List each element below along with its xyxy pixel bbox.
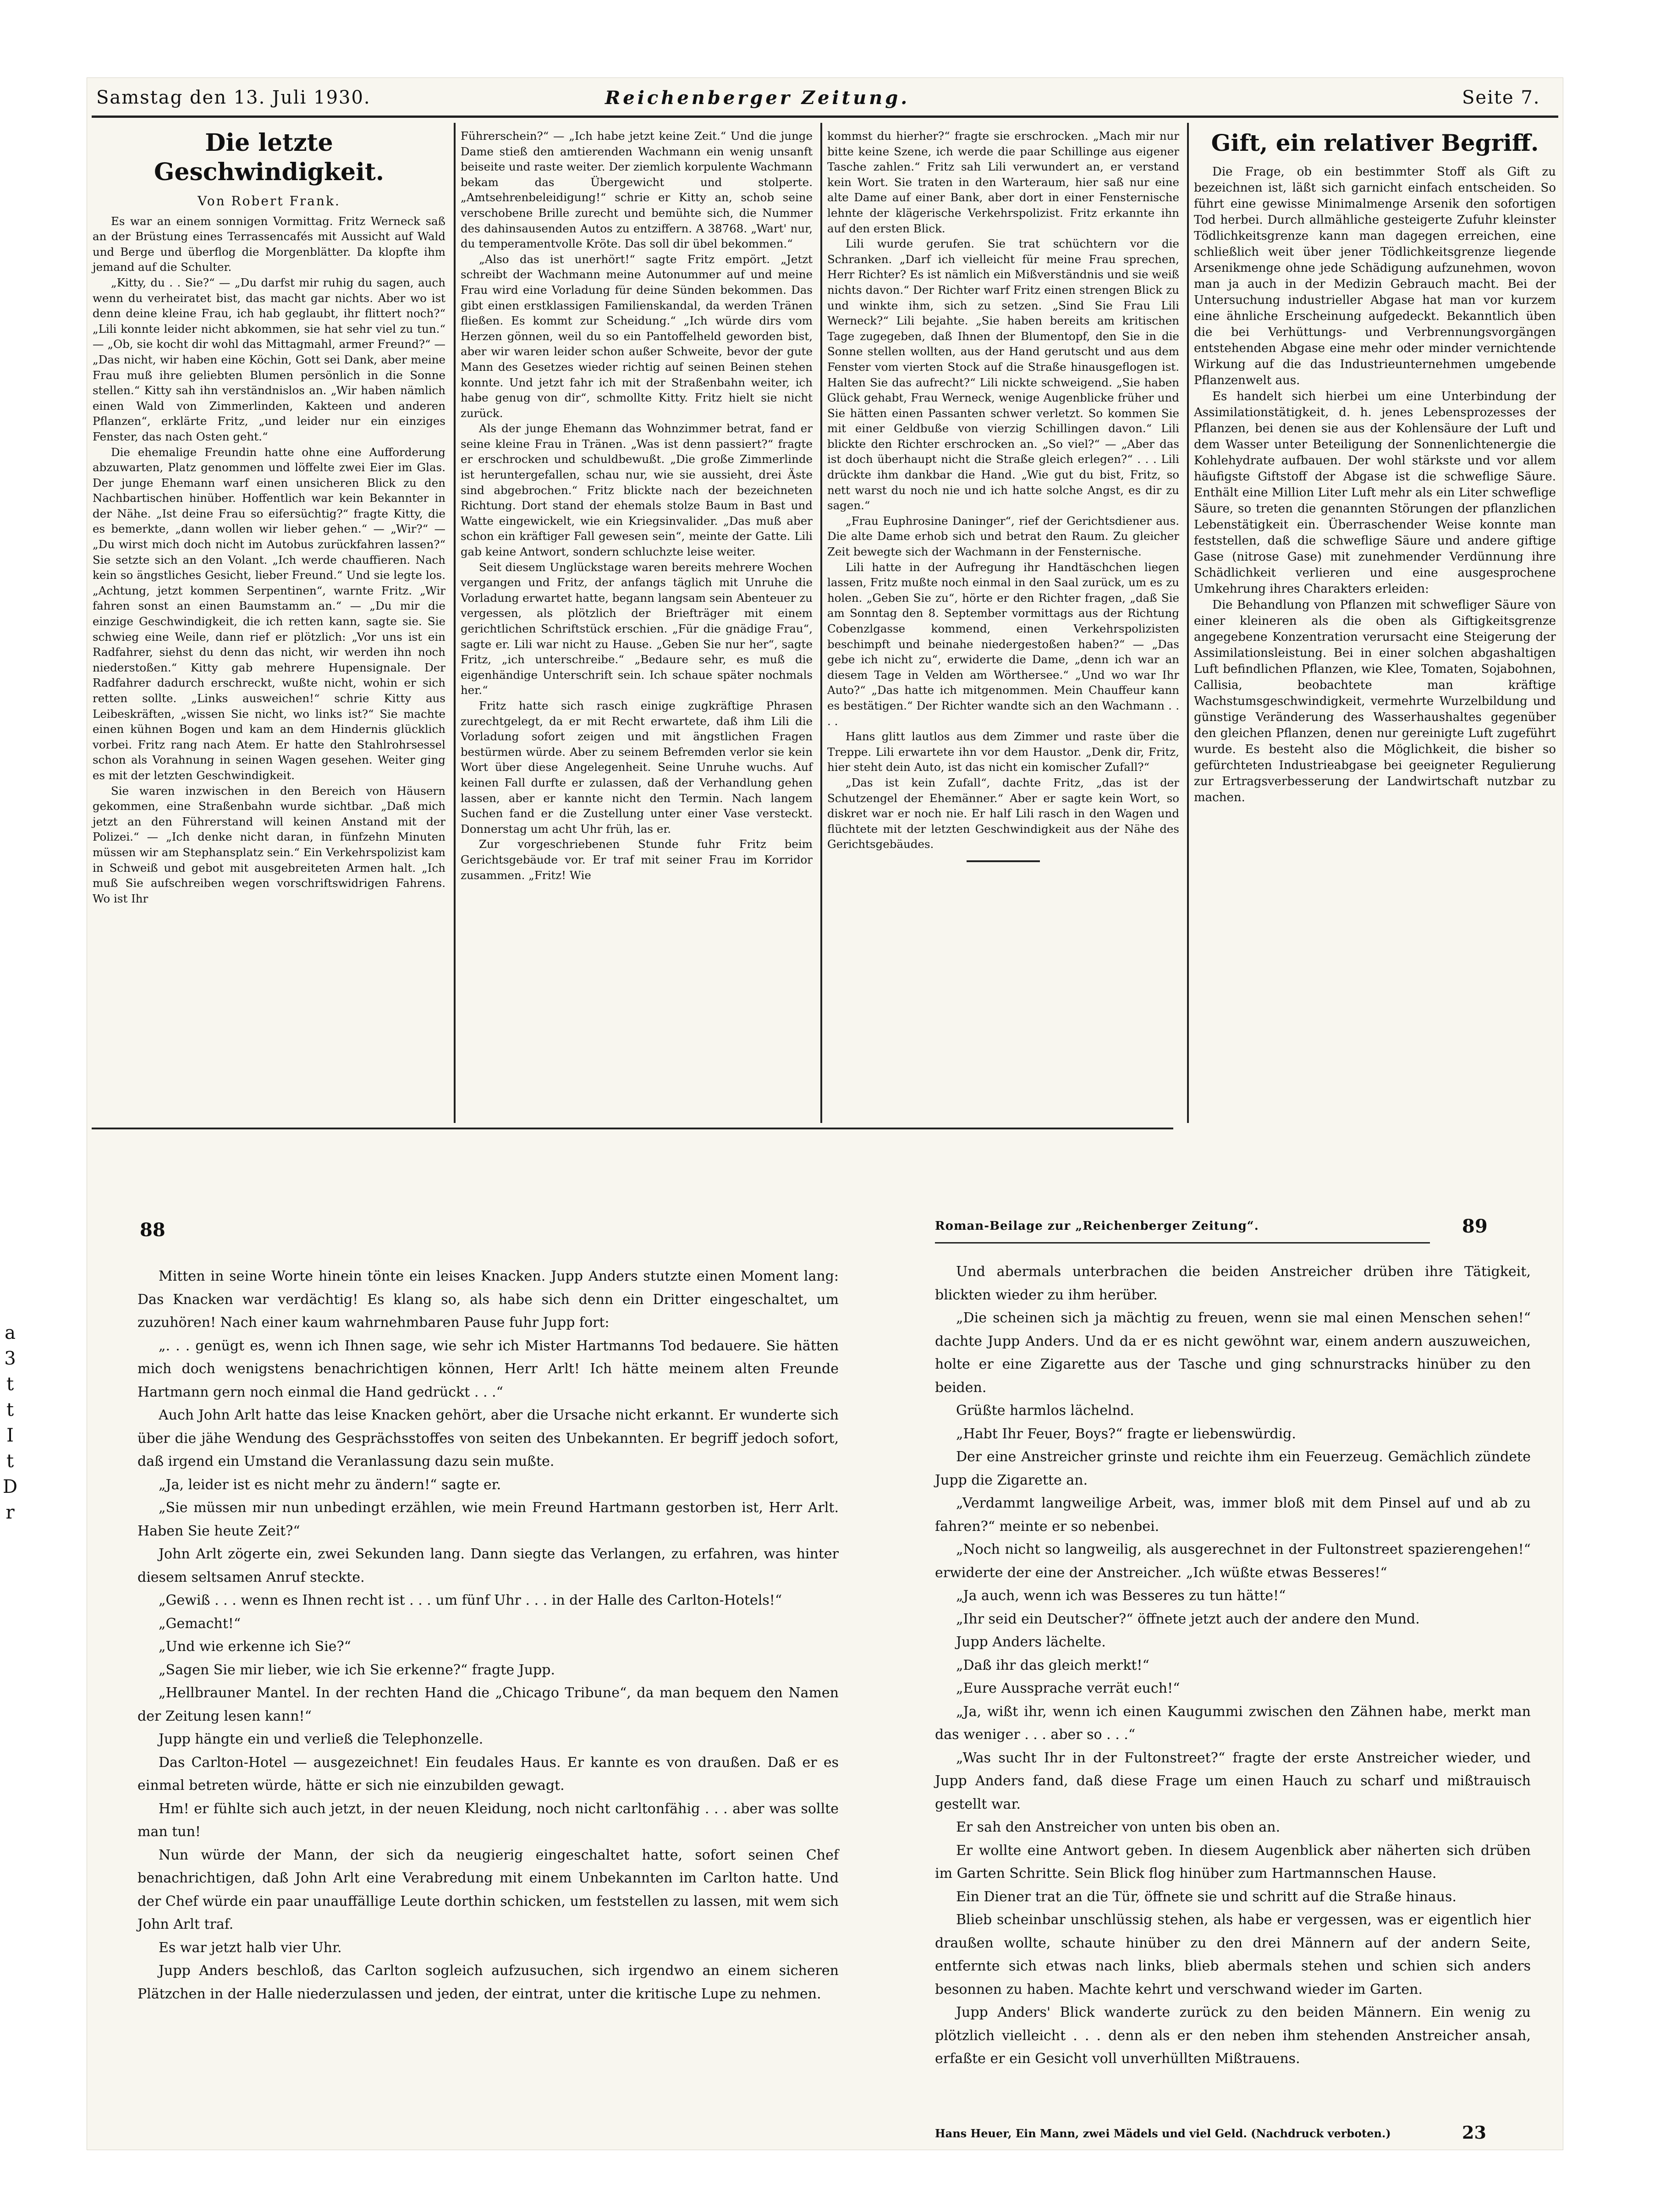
serial-paragraph: „Noch nicht so langweilig, als ausgerechnet in der Fultonstreet spazierengehen!“ erwiderte der eine der Anstreicher. „Ich wüßte etwas Besseres!“ — [935, 1541, 1531, 1581]
serial-paragraph: Jupp hängte ein und verließ die Telephonzelle. — [159, 1731, 484, 1747]
serial-paragraph: „Verdammt langweilige Arbeit, was, immer bloß mit dem Pinsel auf und ab zu fahren?“ meinte er so nebenbei. — [935, 1495, 1531, 1535]
story-paragraph: Sie waren inzwischen in den Bereich von Häusern gekommen, eine Straßenbahn wurde sichtbar. „Daß mich jetzt an den Führerstand will keinen Anstand mit der Polizei.“ — „Ich denke nicht daran, in fünfzehn Minuten müssen wir am Stephansplatz sein.“ Ein Verkehrspolizist kam in Schweiß und gebot mit ausgebreiteten Armen halt. „Ich muß Sie aufschreiben wegen vorschriftswidrigen Fahrens. Wo ist Ihr — [93, 784, 445, 905]
serial-left-column — [137, 1265, 839, 2006]
serial-paragraph: Jupp Anders lächelte. — [956, 1634, 1106, 1650]
story-paragraph: Führerschein?“ — „Ich habe jetzt keine Zeit.“ Und die junge Dame stieß den amtierenden Wachmann ein wenig unsanft beiseite und raste weiter. Der ziemlich korpulente Wachmann bekam das Übergewicht und stolperte. „Amtsehrenbeleidigung!“ schrie er Kitty an, schob seine verschobene Brille zurecht und bemühte sich, die Nummer des dahinsausenden Autos zu entziffern. A 38768. „Wart' nur, du temperamentvolle Kröte. Das soll dir übel bekommen.“ — [461, 129, 813, 251]
story-column-2 — [461, 128, 813, 883]
story-paragraph: Lili hatte in der Aufregung ihr Handtäschchen liegen lassen, Fritz mußte noch einmal in den Saal zurück, um es zu holen. „Geben Sie zu“, hörte er den Richter fragen, „daß Sie am Sonntag den 8. September vormittags aus der Richtung Cobenzlgasse kommend, einen Verkehrspolizisten beschimpft und beinahe niedergestoßen haben?“ — „Das gebe ich nicht zu“, erwiderte die Dame, „denn ich war an diesem Tage in Velden am Wörthersee.“ „Und wo war Ihr Auto?“ „Das hatte ich mitgenommen. Mein Chauffeur kann es bestätigen.“ Der Richter wandte sich an den Wachmann . . . . — [827, 560, 1179, 728]
serial-paragraph: Jupp Anders' Blick wanderte zurück zu den beiden Männern. Ein wenig zu plötzlich vielleicht . . . denn als er den neben ihm stehenden Anstreicher ansah, erfaßte er ein Gesicht voll unverhüllten Mißtrauens. — [935, 2004, 1531, 2067]
page-number: Seite 7. — [1462, 87, 1540, 108]
story-paragraph: kommst du hierher?“ fragte sie erschrocken. „Mach mir nur bitte keine Szene, ich werde die paar Schillinge aus eigener Tasche zahlen.“ Fritz sah Lili verwundert an, er verstand kein Wort. Sie traten in den Warteraum, hier saß nur eine alte Dame auf einer Bank, aber dort in einer Fensternische lehnte der klägerische Verkehrspolizist. Fritz erkannte ihn auf den ersten Blick. — [827, 129, 1179, 235]
story-paragraph: Fritz hatte sich rasch einige zugkräftige Phrasen zurechtgelegt, da er mit Recht erwartete, daß ihm Lili die Vorladung sofort zeigen und mit ängstlichen Fragen bestürmen würde. Aber zu seinem Befremden verlor sie kein Wort über diese Angelegenheit. Seine Unruhe wuchs. Auf keinen Fall durfte er zulassen, daß der Verhandlung gehen lassen, aber er kannte nicht den Termin. Nach langem Suchen fand er die Zustellung unter einer Vase versteckt. Donnerstag um acht Uhr früh, las er. — [461, 699, 813, 836]
story-paragraph: „Das ist kein Zufall“, dachte Fritz, „das ist der Schutzengel der Ehemänner.“ Aber er sagte kein Wort, so diskret war er noch nie. Er half Lili rasch in den Wagen und flüchtete mit der letzten Geschwindigkeit aus der Nähe des Gerichtsgebäudes. — [827, 776, 1179, 851]
serial-paragraph: „Ja, wißt ihr, wenn ich einen Kaugummi zwischen den Zähnen habe, merkt man das weniger . . . aber so . . .“ — [935, 1703, 1531, 1743]
story-paragraph: Zur vorgeschriebenen Stunde fuhr Fritz beim Gerichtsgebäude vor. Er traf mit seiner Frau im Korridor zusammen. „Fritz! Wie — [461, 837, 813, 882]
masthead-rule — [92, 116, 1558, 118]
left-folio: 88 — [140, 1219, 165, 1241]
serial-paragraph: „. . . genügt es, wenn ich Ihnen sage, wie sehr ich Mister Hartmanns Tod bedauere. Sie hätten mich doch wenigstens benachrichtigen können, Herr Arlt! Ich hätte meinem alten Freunde Hartmann gern noch einmal die Hand gedrückt . . .“ — [137, 1337, 839, 1400]
serial-paragraph: „Sie müssen mir nun unbedingt erzählen, wie mein Freund Hartmann gestorben ist, Herr Arlt. Haben Sie heute Zeit?“ — [137, 1500, 839, 1539]
serial-paragraph: „Sagen Sie mir lieber, wie ich Sie erkenne?“ fragte Jupp. — [159, 1662, 555, 1678]
serial-paragraph: „Habt Ihr Feuer, Boys?“ fragte er liebenswürdig. — [956, 1425, 1296, 1442]
science-paragraph: Die Frage, ob ein bestimmter Stoff als Gift zu bezeichnen ist, läßt sich garnicht einfach entscheiden. So führt eine gewisse Minimalmenge Arsenik den sofortigen Tod herbei. Durch allmähliche gesteigerte Zufuhr kleinster Tödlichkeitsgrenze kann man dagegen erreichen, eine schließlich weit über jener Tödlichkeitsgrenze liegende Arsenikmenge ohne jede Schädigung aufzunehmen, wovon man ja auch in der Medizin Gebrauch macht. Bei der Untersuchung industrieller Abgase hat man vor kurzem eine ähnliche Erscheinung aufgedeckt. Bekanntlich üben die bei Verhüttungs- und Verbrennungsvorgängen entstehenden Abgase eine mehr oder minder vernichtende Wirkung auf die das Industrieunternehmen umgebende Pflanzenwelt aus. — [1194, 165, 1556, 387]
story-paragraph: „Also das ist unerhört!“ sagte Fritz empört. „Jetzt schreibt der Wachmann meine Autonummer auf und meine Frau wird eine Vorladung für deine Sünden bekommen. Das gibt einen erstklassigen Familienskandal, da werden Tränen fließen. Es kommt zur Scheidung.“ „Ich würde dirs vom Herzen gönnen, weil du so ein Pantoffelheld geworden bist, aber wir waren leider schon außer Schweite, bevor der gute Mann des Gesetzes wieder richtig auf seinen Beinen stehen konnte. Und jetzt fahr ich mit der Straßenbahn weiter, ich habe genug von dir“, schmollte Kitty. Fritz hielt sie nicht zurück. — [461, 252, 813, 420]
science-paragraph: Es handelt sich hierbei um eine Unterbindung der Assimilationstätigkeit, d. h. jenes Lebensprozesses der Pflanzen, bei denen sie aus der Kohlensäure der Luft und dem Wasser unter Beteiligung der Sonnenlichtenergie die Kohlehydrate aufbauen. Der wohl stärkste und vor allem häufigste Giftstoff der Abgase ist die schweflige Säure. Enthält eine Million Liter Luft mehr als ein Liter schweflige Säure, so treten die genannten Störungen der pflanzlichen Lebenstätigkeit ein. Überraschender Weise konnte man feststellen, daß die schweflige Säure und andere giftige Gase (nitrose Gase) mit zunehmender Verdünnung ihre Schädlichkeit verlieren und eine ausgesprochene Umkehrung ihres Charakters erleiden: — [1194, 390, 1556, 596]
serial-paragraph: John Arlt zögerte ein, zwei Sekunden lang. Dann siegte das Verlangen, zu erfahren, was hinter diesem seltsamen Anruf steckte. — [137, 1546, 839, 1585]
story-paragraph: Als der junge Ehemann das Wohnzimmer betrat, fand er seine kleine Frau in Tränen. „Was ist denn passiert?“ fragte er erschrocken und schuldbewußt. „Die große Zimmerlinde ist heruntergefallen, schau nur, wie sie aussieht, drei Äste sind abgebrochen.“ Fritz blickte nach der bezeichneten Richtung. Dort stand der ehemals stolze Baum in Bast und Watte eingewickelt, wie ein Kriegsinvalider. „Das muß aber schon ein kräftiger Fall gewesen sein“, meinte der Gatte. Lili gab keine Antwort, sondern schluchzte leise weiter. — [461, 422, 813, 559]
serial-paragraph: „Ihr seid ein Deutscher?“ öffnete jetzt auch der andere den Mund. — [956, 1611, 1420, 1627]
serial-paragraph: „Ja, leider ist es nicht mehr zu ändern!“ sagte er. — [159, 1476, 501, 1493]
serial-paragraph: „Gewiß . . . wenn es Ihnen recht ist . . . um fünf Uhr . . . in der Halle des Carlton-Hotels!“ — [159, 1592, 782, 1608]
story-title: Die letzte Geschwindigkeit. — [154, 129, 385, 186]
story-paragraph: Die ehemalige Freundin hatte ohne eine Aufforderung abzuwarten, Platz genommen und löffelte zwei Eier im Glas. Der junge Ehemann warf einen unsicheren Blick zu den Nachbartischen hinüber. Hoffentlich war kein Bekannter in der Nähe. „Ist deine Frau so eifersüchtig?“ fragte Kitty, die es bemerkte, „dann wollen wir lieber gehen.“ — „Wir?“ — „Du wirst mich doch nicht im Autobus zurückfahren lassen?“ Sie setzte sich an den Volant. „Ich werde chauffieren. Nach kein so ängstliches Gesicht, lieber Freund.“ Und sie legte los. „Achtung, jetzt kommen Serpentinen“, warnte Fritz. „Wir fahren sonst an einen Baumstamm an.“ — „Du mir die einzige Geschwindigkeit, die ich retten kann, sagte sie. Sie schwieg eine Weile, dann rief er plötzlich: „Vor uns ist ein Radfahrer, siehst du denn das nicht, wir werden ihn noch niederstoßen.“ Kitty gab mehrere Hupensignale. Der Radfahrer dadurch erschreckt, wußte nicht, wohin er sich retten sollte. „Links ausweichen!“ schrie Kitty aus Leibeskräften, „wissen Sie nicht, wo links ist?“ Sie machte einen kühnen Bogen und kam an dem Hindernis glücklich vorbei. Fritz rang nach Atem. Er hatte den Stahlrohrsessel schon als Vorahnung in seinen Wagen gesehen. Weiter ging es mit der letzten Geschwindigkeit. — [93, 445, 445, 782]
serial-paragraph: „Und wie erkenne ich Sie?“ — [159, 1639, 351, 1655]
serial-paragraph: „Die scheinen sich ja mächtig zu freuen, wenn sie mal einen Menschen sehen!“ dachte Jupp Anders. Und da er es nicht gewöhnt war, einem andern auszuweichen, holte er eine Zigarette aus der Tasche und ging schnurstracks hinüber zu den beiden. — [935, 1310, 1531, 1396]
column-divider — [1187, 123, 1189, 1123]
serial-paragraph: Und abermals unterbrachen die beiden Anstreicher drüben ihre Tätigkeit, blickten wieder zu ihm herüber. — [935, 1264, 1531, 1303]
story-paragraph: Es war an einem sonnigen Vormittag. Fritz Werneck saß an der Brüstung eines Terrassencafés mit Aussicht auf Wald und Berge und überflog die Morgenblätter. Da klopfte ihm jemand auf die Schulter. — [93, 214, 445, 274]
serial-paragraph: Er wollte eine Antwort geben. In diesem Augenblick aber näherten sich drüben im Garten Schritte. Sein Blick flog hinüber zum Hartmannschen Hause. — [935, 1842, 1531, 1882]
serial-paragraph: Es war jetzt halb vier Uhr. — [159, 1939, 342, 1956]
serial-paragraph: Das Carlton-Hotel — ausgezeichnet! Ein feudales Haus. Er kannte es von draußen. Daß er es einmal betreten würde, hätte er sich nie einzubilden gewagt. — [137, 1754, 839, 1794]
supplement-rule — [935, 1242, 1430, 1244]
story-paragraph: „Kitty, du . . Sie?“ — „Du darfst mir ruhig du sagen, auch wenn du verheiratet bist, das macht gar nichts. Aber wo ist denn deine kleine Frau, ich hab geglaubt, ihr flittert noch?“ „Lili konnte leider nicht abkommen, sie hat sehr viel zu tun.“ — „Ob, sie kocht dir wohl das Mittagmahl, armer Freund?“ — „Das nicht, wir haben eine Köchin, Gott sei Dank, aber meine Frau muß ihre geliebten Blumen persönlich in die Sonne stellen.“ Kitty sah ihn verständnislos an. „Wir haben nämlich einen Wald von Zimmerlinden, Kakteen und anderen Pflanzen“, erklärte Fritz, „und leider nur ein einziges Fenster, das nach Osten geht.“ — [93, 275, 445, 443]
serial-paragraph: Der eine Anstreicher grinste und reichte ihm ein Feuerzeug. Gemächlich zündete Jupp die Zigarette an. — [935, 1449, 1531, 1488]
serial-paragraph: Mitten in seine Worte hinein tönte ein leises Knacken. Jupp Anders stutzte einen Moment lang: Das Knacken war verdächtig! Es klang so, als habe sich denn ein Dritter eingeschaltet, um zuzuhören! Nach einer kaum wahrnehmbaren Pause fuhr Jupp fort: — [137, 1268, 839, 1331]
serial-paragraph: Auch John Arlt hatte das leise Knacken gehört, aber die Ursache nicht erkannt. Er wunderte sich über die jähe Wendung des Gesprächsstoffes von seiten des Unbekannten. Er begriff jedoch sofort, daß irgend ein Umstand die Veranlassung dazu sein mußte. — [137, 1407, 839, 1469]
serial-paragraph: Nun würde der Mann, der sich da neugierig eingeschaltet hatte, sofort seinen Chef benachrichtigen, daß John Arlt eine Verabredung mit einem Unbekannten im Carlton hatte. Und der Chef würde ein paar unauffällige Leute dorthin schicken, um feststellen zu lassen, mit wem sich John Arlt traf. — [137, 1847, 839, 1932]
serial-paragraph: Ein Diener trat an die Tür, öffnete sie und schritt auf die Straße hinaus. — [956, 1888, 1457, 1905]
serial-paragraph: „Gemacht!“ — [159, 1615, 241, 1632]
margin-fragments: a 3 t t I t D r — [2, 1322, 18, 1523]
science-paragraph: Die Behandlung von Pflanzen mit schwefliger Säure von einer kleineren als die oben als Giftigkeitsgrenze angegebene Konzentration verursacht eine Steigerung der Assimilationsleistung. Bei in einer solchen abgashaltigen Luft befindlichen Pflanzen, wie Klee, Tomaten, Sojabohnen, Callisia, beobachtete man kräftige Wachstumsgeschwindigkeit, vermehrte Wurzelbildung und günstige Veränderung des Wasserhaushaltes gegenüber den gleichen Pflanzen, denen nur gereinigte Luft zugeführt wurde. Es besteht also die Möglichkeit, die bisher so gefürchteten Industrieabgase bei geeigneter Regulierung zur Ertragsverbesserung der Landwirtschaft nutzbar zu machen. — [1194, 598, 1556, 804]
story-byline: Von Robert Frank. — [198, 193, 341, 209]
right-folio: 89 — [1462, 1216, 1488, 1237]
serial-paragraph: Grüßte harmlos lächelnd. — [956, 1403, 1134, 1419]
serial-paragraph: „Hellbrauner Mantel. In der rechten Hand die „Chicago Tribune“, da man bequem den Namen der Zeitung lesen kann!“ — [137, 1685, 839, 1724]
section-cut-rule — [92, 1128, 1173, 1129]
serial-paragraph: „Was sucht Ihr in der Fultonstreet?“ fragte der erste Anstreicher wieder, und Jupp Anders fand, daß diese Frage um einen Hauch zu scharf und mißtrauisch gestellt war. — [935, 1750, 1531, 1812]
masthead: Reichenberger Zeitung. — [605, 87, 910, 109]
serial-paragraph: „Eure Aussprache verrät euch!“ — [956, 1680, 1180, 1696]
serial-right-column — [935, 1260, 1531, 2071]
column-divider — [820, 123, 822, 1123]
science-title: Gift, ein relativer Begriff. — [1211, 129, 1539, 156]
serial-paragraph: „Daß ihr das gleich merkt!“ — [956, 1657, 1149, 1673]
newspaper-sheet — [87, 78, 1563, 2150]
serial-paragraph: Blieb scheinbar unschlüssig stehen, als habe er vergessen, was er eigentlich hier draußen wollte, schaute hinüber zu den drei Männern auf der andern Seite, entfernte sich etwas nach links, blieb abermals stehen und schien sich anders besonnen zu haben. Machte kehrt und verschwand wieder im Garten. — [935, 1912, 1531, 1997]
serial-paragraph: Er sah den Anstreicher von unten bis oben an. — [956, 1819, 1281, 1835]
serial-paragraph: „Ja auch, wenn ich was Besseres zu tun hätte!“ — [956, 1588, 1286, 1604]
column-divider — [454, 123, 456, 1123]
serial-credit: Hans Heuer, Ein Mann, zwei Mädels und viel Geld. (Nachdruck verboten.) — [935, 2127, 1391, 2140]
serial-paragraph: Jupp Anders beschloß, das Carlton sogleich aufzusuchen, sich irgendwo an einem sicheren Plätzchen in der Halle niederzulassen und jeden, der eintrat, unter die kritische Lupe zu nehmen. — [137, 1963, 839, 2002]
issue-date: Samstag den 13. Juli 1930. — [96, 87, 371, 108]
story-column-3 — [827, 128, 1179, 862]
story-paragraph: „Frau Euphrosine Daninger“, rief der Gerichtsdiener aus. Die alte Dame erhob sich und betrat den Raum. Zu gleicher Zeit bewegte sich der Wachmann in der Fensternische. — [827, 514, 1179, 559]
story-end-rule — [967, 860, 1040, 862]
story-paragraph: Lili wurde gerufen. Sie trat schüchtern vor die Schranken. „Darf ich vielleicht für meine Frau sprechen, Herr Richter? Es ist nämlich ein Mißverständnis und sie weiß nichts davon.“ Der Richter warf Fritz einen strengen Blick zu und winkte ihm, sich zu setzen. „Sind Sie Frau Lili Werneck?“ Lili bejahte. „Sie haben bereits am kritischen Tage zugegeben, daß Ihnen der Blumentopf, den Sie in die Sonne stellen wollten, aus der Hand gerutscht und aus dem Fenster vom vierten Stock auf die Straße hinausgeflogen ist. Halten Sie das aufrecht?“ Lili nickte schweigend. „Sie haben Glück gehabt, Frau Werneck, wenige Augenblicke früher und Sie hätten einen Passanten schwer verletzt. So kommen Sie mit einer Geldbuße von vierzig Schillingen davon.“ Lili blickte den Richter erschrocken an. „So viel?“ — „Aber das ist doch überhaupt nicht die Straße gleich erlegen?“ . . . Lili drückte ihm dankbar die Hand. „Wie gut du bist, Fritz, so nett warst du noch nie und ich hatte solche Angst, es dir zu sagen.“ — [827, 237, 1179, 512]
serial-paragraph: Hm! er fühlte sich auch jetzt, in der neuen Kleidung, noch nicht carltonfähig . . . aber was sollte man tun! — [137, 1800, 839, 1840]
signature-number: 23 — [1462, 2122, 1486, 2143]
story-paragraph: Hans glitt lautlos aus dem Zimmer und raste über die Treppe. Lili erwartete ihn vor dem Haustor. „Denk dir, Fritz, hier steht dein Auto, ist das nicht ein komischer Zufall?“ — [827, 730, 1179, 774]
story-paragraph: Seit diesem Unglückstage waren bereits mehrere Wochen vergangen und Fritz, der anfangs täglich mit Unruhe die Vorladung erwartet hatte, begann langsam sein Abenteuer zu vergessen, als plötzlich der Briefträger mit einem gerichtlichen Schriftstück erschien. „Für die gnädige Frau“, sagte er. Lili war nicht zu Hause. „Geben Sie nur her“, sagte Fritz, „ich unterschreibe.“ „Bedaure sehr, es muß die eigenhändige Unterschrift sein. Ich schaue später nochmals her.“ — [461, 560, 813, 697]
story-column-1 — [93, 128, 445, 906]
science-column — [1194, 128, 1556, 806]
supplement-header: Roman-Beilage zur „Reichenberger Zeitung“. — [935, 1219, 1259, 1233]
